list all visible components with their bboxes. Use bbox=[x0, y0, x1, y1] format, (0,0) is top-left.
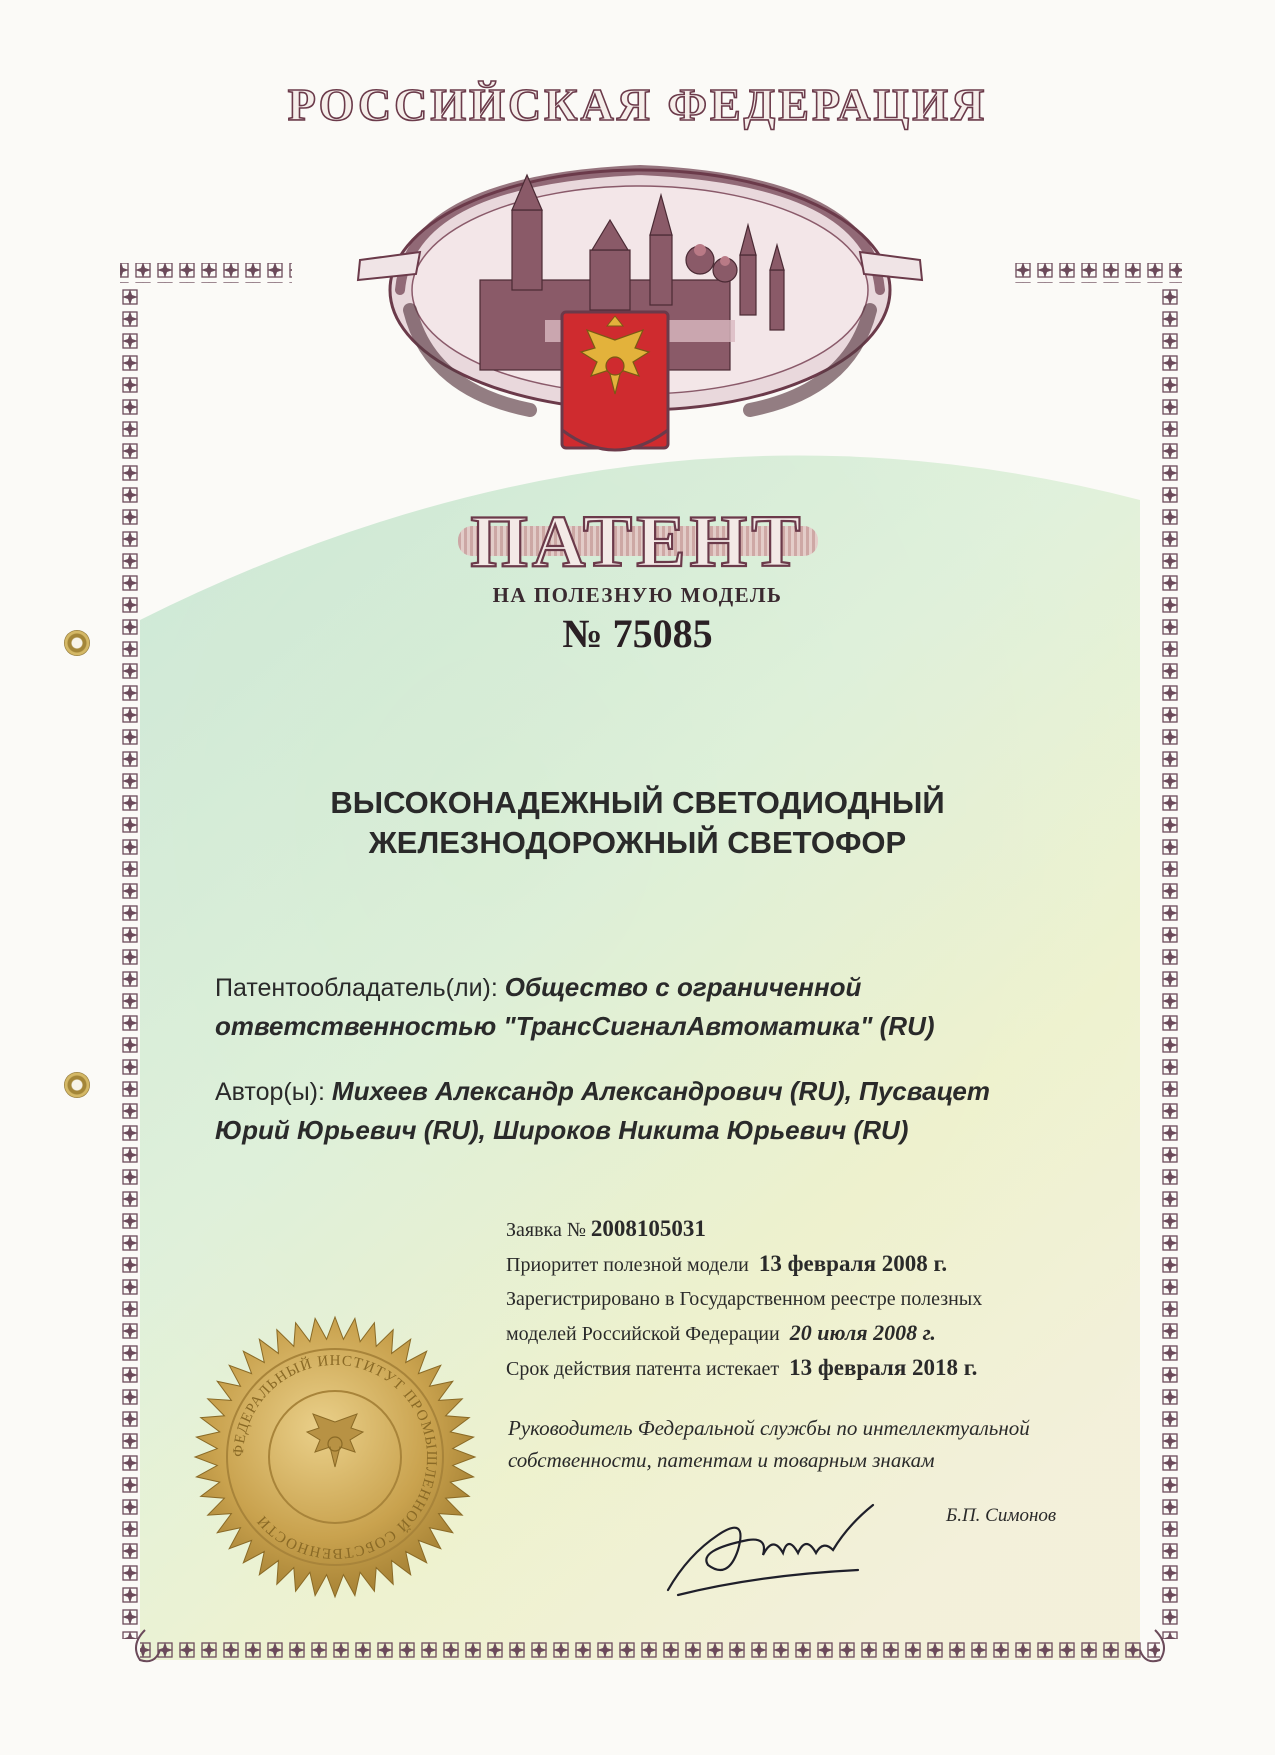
patent-authors bbox=[215, 1072, 1075, 1150]
registered-row bbox=[506, 1316, 1106, 1351]
director-line: Руководитель Федеральной службы по интеллектуальной bbox=[508, 1416, 1030, 1440]
invention-title bbox=[0, 783, 1275, 863]
registered-label: Зарегистрировано в Государственном реестре полезных bbox=[506, 1288, 983, 1310]
director-title bbox=[508, 1412, 1148, 1476]
grommet-icon bbox=[64, 1072, 90, 1098]
patent-subtitle: НА ПОЛЕЗНУЮ МОДЕЛЬ bbox=[492, 583, 783, 607]
director-line: собственности, патентам и товарным знакам bbox=[508, 1448, 935, 1472]
grommet-icon bbox=[64, 630, 90, 656]
patent-holder bbox=[215, 968, 1075, 1046]
registered-row bbox=[506, 1282, 1106, 1316]
registration-details bbox=[506, 1212, 1106, 1386]
application-row bbox=[506, 1212, 1106, 1247]
expiry-value: 13 февраля 2018 г. bbox=[789, 1355, 978, 1380]
holder-value: Общество с ограниченной bbox=[504, 972, 862, 1002]
holder-label: Патентообладатель(ли): bbox=[215, 974, 498, 1002]
priority-row bbox=[506, 1247, 1106, 1282]
authors-label: Автор(ы): bbox=[215, 1078, 325, 1106]
seal-text: ФЕДЕРАЛЬНЫЙ ИНСТИТУТ ПРОМЫШЛЕННОЙ СОБСТВЕННОСТИ bbox=[230, 1352, 440, 1562]
patent-number: № 75085 bbox=[562, 611, 713, 656]
gold-seal-icon bbox=[190, 1312, 480, 1602]
invention-title-line: ВЫСОКОНАДЕЖНЫЙ СВЕТОДИОДНЫЙ bbox=[330, 785, 945, 820]
signature-icon bbox=[658, 1495, 888, 1605]
registered-value: 20 июля 2008 г. bbox=[789, 1320, 936, 1345]
signer-name: Б.П. Симонов bbox=[946, 1505, 1057, 1526]
priority-value: 13 февраля 2008 г. bbox=[758, 1251, 948, 1276]
expiry-label: Срок действия патента истекает bbox=[506, 1358, 780, 1380]
holder-value: ответственностью "ТрансСигналАвтоматика" (RU) bbox=[215, 1011, 935, 1041]
authors-value: Михеев Александр Александрович (RU), Пусвацет bbox=[331, 1076, 990, 1106]
authors-value: Юрий Юрьевич (RU), Широков Никита Юрьевич (RU) bbox=[215, 1115, 909, 1145]
priority-label: Приоритет полезной модели bbox=[506, 1254, 749, 1276]
country-heading: РОССИЙСКАЯ ФЕДЕРАЦИЯ bbox=[287, 79, 988, 130]
kremlin-wreath-emblem-icon bbox=[330, 140, 950, 500]
expiry-row bbox=[506, 1351, 1106, 1386]
patent-title: ПАТЕНТ bbox=[470, 501, 805, 583]
application-value: 2008105031 bbox=[590, 1216, 706, 1241]
application-label: Заявка № bbox=[506, 1219, 586, 1241]
registered-label: моделей Российской Федерации bbox=[506, 1323, 780, 1345]
invention-title-line: ЖЕЛЕЗНОДОРОЖНЫЙ СВЕТОФОР bbox=[368, 825, 907, 860]
